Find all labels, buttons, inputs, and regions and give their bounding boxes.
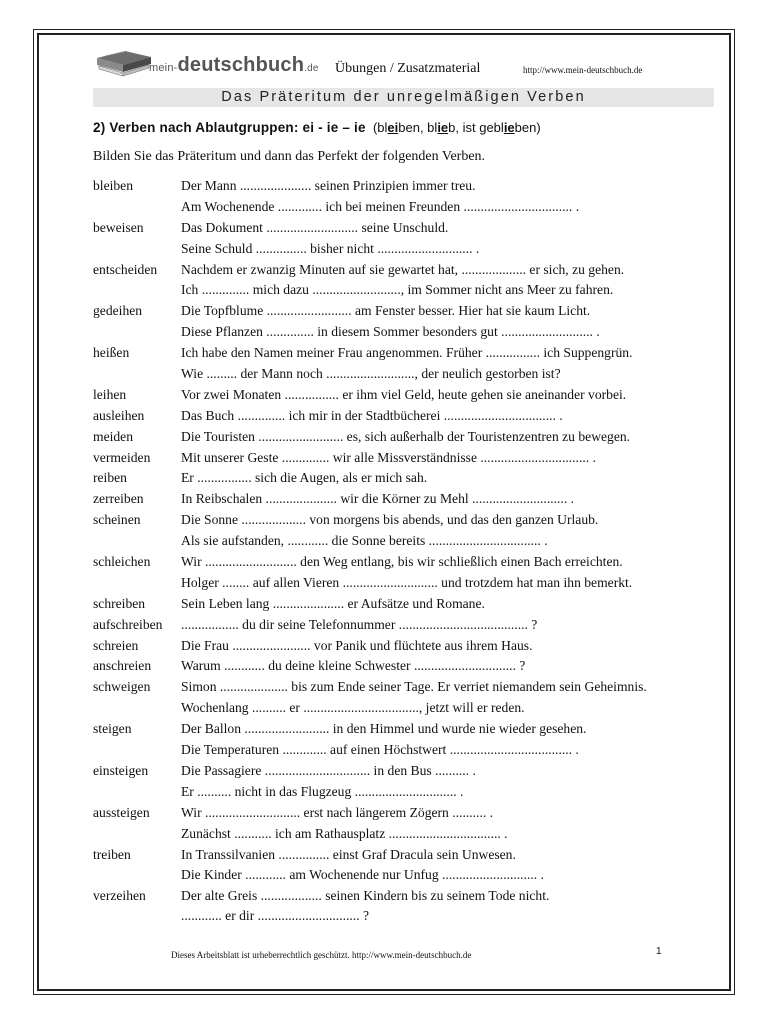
verb-label: meiden [93, 428, 134, 444]
exercise-sentence: Vor zwei Monaten ................ er ihm viel Geld, heute gehen sie aneinander vorbei. [181, 386, 627, 402]
exercise-sentence: Die Passagiere ............................... in den Bus .......... . [181, 762, 476, 778]
exercise-row [93, 761, 733, 782]
exercise-row [93, 615, 733, 636]
exercise-sentence: Sein Leben lang ..................... er Aufsätze und Romane. [181, 595, 485, 611]
exercise-sentence: Er ................ sich die Augen, als er mich sah. [181, 470, 428, 486]
exercise-row [93, 468, 733, 489]
verb-label: schreiben [93, 595, 146, 611]
exercise-row [93, 552, 733, 573]
verb-label: schreien [93, 637, 139, 653]
footer-copyright: Dieses Arbeitsblatt ist urheberrechtlich geschützt. http://www.mein-deutschbuch.de [171, 950, 472, 960]
exercise-row [93, 677, 733, 698]
title-bar [93, 88, 714, 107]
page-number: 1 [656, 946, 662, 957]
exercise-sentence: Der alte Greis .................. seinen Kindern bis zu seinem Tode nicht. [181, 888, 550, 904]
exercise-row [93, 636, 733, 657]
exercise-sentence: Am Wochenende ............. ich bei meinen Freunden ................................ . [181, 198, 580, 214]
exercise-row [93, 322, 733, 343]
exercise-sentence: Wir ........................... den Weg entlang, bis wir schließlich einen Bach erreichten. [181, 554, 623, 570]
verb-label: zerreiben [93, 491, 144, 507]
verb-label: steigen [93, 721, 132, 737]
logo-wordmark: mein-deutschbuch.de [149, 54, 319, 76]
exercise-row [93, 427, 733, 448]
exercise-row [93, 740, 733, 761]
exercise-sentence: Wir ............................ erst nach längerem Zögern .......... . [181, 804, 494, 820]
exercise-row [93, 531, 733, 552]
verb-label: scheinen [93, 512, 141, 528]
section-heading-label: 2) Verben nach Ablautgruppen: ei - ie – ie [93, 120, 366, 135]
exercise-sentence: Die Topfblume ......................... am Fenster besser. Hier hat sie kaum Licht. [181, 303, 591, 319]
exercise-row [93, 239, 733, 260]
exercise-sentence: ............ er dir .............................. ? [181, 908, 370, 924]
exercise-sentence: Die Temperaturen ............. auf einen Höchstwert .................................... . [181, 742, 579, 758]
exercise-sentence: Seine Schuld ............... bisher nicht ............................ . [181, 240, 480, 256]
exercise-row [93, 845, 733, 866]
exercise-sentence: Mit unserer Geste .............. wir alle Missverständnisse ................................ . [181, 449, 596, 465]
verb-label: gedeihen [93, 303, 143, 319]
verb-label: entscheiden [93, 261, 158, 277]
verb-label: treiben [93, 846, 131, 862]
verb-label: anschreien [93, 658, 152, 674]
exercise-row [93, 886, 733, 907]
exercise-row [93, 907, 733, 924]
verb-label: vermeiden [93, 449, 151, 465]
verb-label: schleichen [93, 554, 151, 570]
exercise-row [93, 803, 733, 824]
section-heading [93, 120, 541, 137]
exercise-row [93, 782, 733, 803]
exercise-row [93, 656, 733, 677]
exercise-row [93, 510, 733, 531]
verb-label: bleiben [93, 178, 134, 193]
exercise-sentence: Warum ............ du deine kleine Schwester .............................. ? [181, 658, 526, 674]
page-title: Das Präteritum der unregelmäßigen Verben [221, 89, 586, 105]
exercise-sentence: Wie ......... der Mann noch .........................., der neulich gestorben ist? [181, 366, 561, 382]
exercise-sentence: Der Ballon ......................... in den Himmel und wurde nie wieder gesehen. [181, 721, 587, 737]
exercise-row [93, 385, 733, 406]
exercise-sentence: Die Sonne ................... von morgens bis abends, und das den ganzen Urlaub. [181, 512, 599, 528]
exercise-sentence: Das Buch .............. ich mir in der Stadtbücherei ................................. . [181, 407, 563, 423]
exercise-row [93, 719, 733, 740]
verb-label: schweigen [93, 679, 151, 695]
verb-label: aufschreiben [93, 616, 163, 632]
verb-label: aussteigen [93, 804, 150, 820]
verb-label: verzeihen [93, 888, 146, 904]
exercise-row [93, 594, 733, 615]
exercise-row [93, 197, 733, 218]
exercise-sentence: In Reibschalen ..................... wir die Körner zu Mehl ............................ . [181, 491, 575, 507]
header-url: http://www.mein-deutschbuch.de [523, 65, 643, 75]
verb-label: leihen [93, 386, 127, 402]
exercise-row [93, 448, 733, 469]
exercise-sentence: Zunächst ........... ich am Rathausplatz ................................. . [181, 825, 508, 841]
exercise-sentence: Diese Pflanzen .............. in diesem Sommer besonders gut ........................... . [181, 324, 600, 340]
exercise-sentence: Nachdem er zwanzig Minuten auf sie gewartet hat, ................... er sich, zu gehen. [181, 261, 625, 277]
exercise-row [93, 406, 733, 427]
page-header [93, 44, 713, 84]
instruction-text: Bilden Sie das Präteritum und dann das Perfekt der folgenden Verben. [93, 149, 486, 164]
exercise-sentence: Das Dokument ........................... seine Unschuld. [181, 219, 449, 235]
exercise-sentence: Ich habe den Namen meiner Frau angenommen. Früher ................ ich Suppengrün. [181, 345, 633, 361]
verb-label: reiben [93, 470, 127, 486]
exercise-sentence: Die Touristen ......................... es, sich außerhalb der Touristenzentren zu bewegen. [181, 428, 631, 444]
exercise-row [93, 260, 733, 281]
exercise-list [93, 176, 733, 924]
exercise-row [93, 573, 733, 594]
exercise-sentence: Ich .............. mich dazu .........................., im Sommer nicht ans Meer zu fahren. [181, 282, 614, 298]
exercise-row [93, 343, 733, 364]
exercise-row [93, 364, 733, 385]
exercise-row [93, 301, 733, 322]
exercise-row [93, 489, 733, 510]
exercise-sentence: Der Mann ..................... seinen Prinzipien immer treu. [181, 178, 476, 193]
verb-label: einsteigen [93, 762, 149, 778]
exercise-row [93, 824, 733, 845]
exercise-sentence: Die Frau ....................... vor Panik und flüchtete aus ihrem Haus. [181, 637, 533, 653]
logo [93, 44, 319, 84]
exercise-sentence: ................. du dir seine Telefonnummer ...................................... ? [181, 616, 538, 632]
exercise-sentence: Wochenlang .......... er .................................., jetzt will er reden. [181, 700, 525, 716]
verb-label: beweisen [93, 219, 144, 235]
header-subtitle: Übungen / Zusatzmaterial [335, 61, 481, 76]
exercise-sentence: Er .......... nicht in das Flugzeug .............................. . [181, 783, 464, 799]
verb-label: ausleihen [93, 407, 145, 423]
exercise-row [93, 698, 733, 719]
exercise-sentence: Die Kinder ............ am Wochenende nur Unfug ............................ . [181, 867, 544, 883]
section-heading-example: (bleiben, blieb, ist geblieben) [372, 120, 541, 135]
exercise-row [93, 176, 733, 197]
exercise-sentence: Simon .................... bis zum Ende seiner Tage. Er verriet niemandem sein Geheimnis. [181, 679, 647, 695]
exercise-sentence: Als sie aufstanden, ............ die Sonne bereits ................................. . [181, 533, 548, 549]
verb-label: heißen [93, 345, 130, 361]
exercise-row [93, 865, 733, 886]
exercise-sentence: Holger ........ auf allen Vieren ............................ und trotzdem hat man ihn bemerkt. [181, 574, 633, 590]
exercise-row [93, 218, 733, 239]
books-logo-icon [95, 48, 153, 78]
exercise-row [93, 280, 733, 301]
exercise-sentence: In Transsilvanien ............... einst Graf Dracula sein Unwesen. [181, 846, 516, 862]
